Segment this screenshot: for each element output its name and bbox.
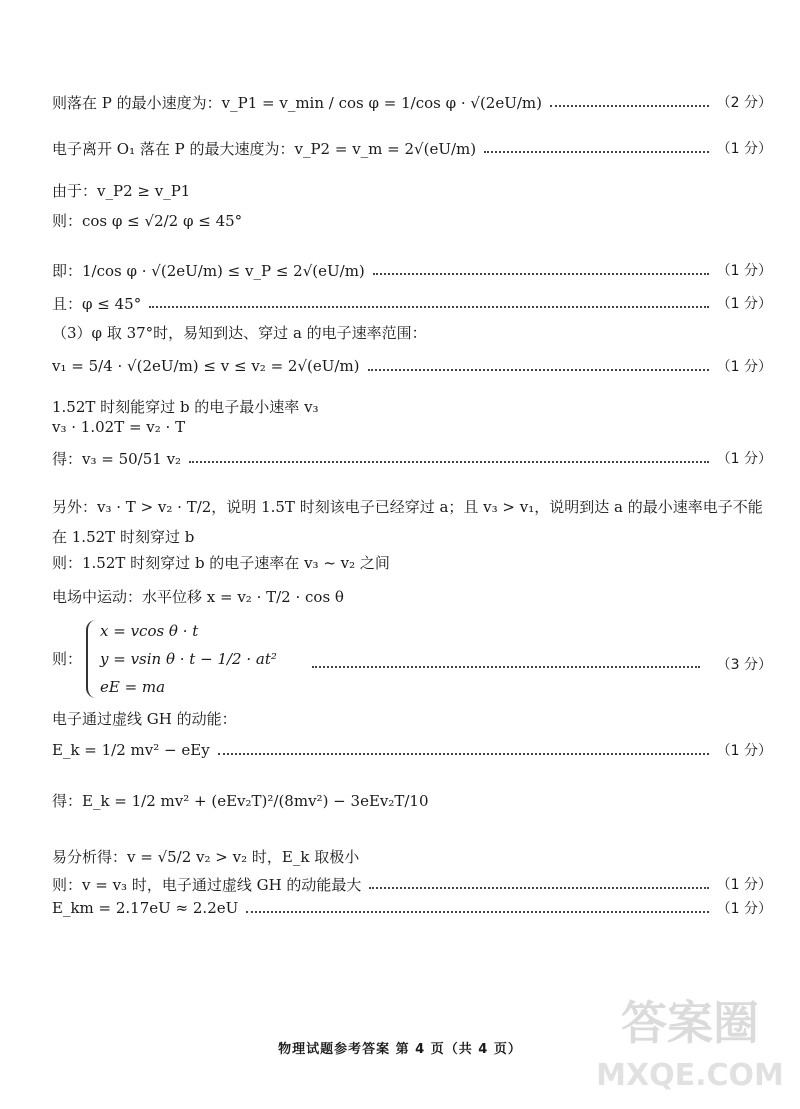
- answer-line: 电场中运动：水平位移 x = v₂ · T/2 · cos θ: [52, 588, 344, 606]
- score: （1 分）: [716, 263, 772, 279]
- line-text: v₁ = 5/4 · √(2eU/m) ≤ v ≤ v₂ = 2√(eU/m): [52, 357, 360, 375]
- answer-line: v₃ · 1.02T = v₂ · T: [52, 418, 186, 436]
- answer-line: 电子通过虚线 GH 的动能：: [52, 710, 237, 728]
- answer-line: 另外：v₃ · T > v₂ · T/2，说明 1.5T 时刻该电子已经穿过 a；且 v₃ > v₁，说明到达 a 的最小速率电子不能: [52, 498, 763, 516]
- equation: y = vsin θ · t − 1/2 · at²: [100, 650, 277, 668]
- answer-line: [52, 254, 772, 286]
- leader-dots: [550, 105, 709, 107]
- score: （3 分）: [716, 657, 772, 673]
- score: （1 分）: [716, 743, 772, 759]
- line-text: 得：v₃ = 50/51 v₂: [52, 449, 182, 468]
- answer-line: [52, 287, 772, 319]
- leader-dots: [368, 369, 709, 371]
- leader-dots: [149, 306, 708, 308]
- line-text: 电子离开 O₁ 落在 P 的最大速度为：v_P2 = v_m = 2√(eU/m): [52, 139, 477, 158]
- score: （1 分）: [716, 451, 772, 467]
- answer-line: 由于：v_P2 ≥ v_P1: [52, 182, 191, 200]
- answer-line: 易分析得：v = √5/2 v₂ > v₂ 时，E_k 取极小: [52, 848, 360, 866]
- answer-line: 1.52T 时刻能穿过 b 的电子最小速率 v₃: [52, 398, 319, 416]
- leader-dots: [246, 911, 708, 913]
- section-heading: （3）φ 取 37°时，易知到达、穿过 a 的电子速率范围：: [52, 324, 427, 342]
- leader-dots: [369, 887, 708, 889]
- line-text: E_km = 2.17eU ≈ 2.2eU: [52, 899, 239, 917]
- line-text: 则：v = v₃ 时，电子通过虚线 GH 的动能最大: [52, 875, 362, 894]
- equation: x = vcos θ · t: [100, 622, 199, 640]
- answer-line: [52, 132, 772, 164]
- score: （1 分）: [716, 141, 772, 157]
- score: （1 分）: [716, 877, 772, 893]
- answer-line: [52, 734, 772, 766]
- line-text: 且：φ ≤ 45°: [52, 294, 142, 313]
- page-footer: 物理试题参考答案 第 4 页（共 4 页）: [278, 1042, 522, 1057]
- score: （1 分）: [716, 296, 772, 312]
- watermark-title: 答案圈: [621, 996, 759, 1050]
- watermark-logo: [590, 981, 790, 1101]
- answer-line: 在 1.52T 时刻穿过 b: [52, 528, 195, 546]
- line-text: 则落在 P 的最小速度为：v_P1 = v_min / cos φ = 1/cos φ · √(2eU/m): [52, 93, 542, 112]
- watermark-domain: MXQE.COM: [596, 1058, 784, 1093]
- score: （2 分）: [716, 95, 772, 111]
- answer-line: [52, 86, 772, 118]
- system-label: 则：: [52, 650, 83, 668]
- answer-line: 得：E_k = 1/2 mv² + (eEv₂T)²/(8mv²) − 3eEv₂T/10: [52, 792, 429, 810]
- line-text: E_k = 1/2 mv² − eEy: [52, 741, 210, 759]
- answer-line: 则：1.52T 时刻穿过 b 的电子速率在 v₃ ~ v₂ 之间: [52, 554, 390, 572]
- leader-dots: [218, 753, 709, 755]
- score: （1 分）: [716, 901, 772, 917]
- answer-line: 则：cos φ ≤ √2/2 φ ≤ 45°: [52, 212, 243, 230]
- leader-dots: [484, 151, 709, 153]
- answer-line: [52, 442, 772, 474]
- answer-line: [52, 892, 772, 924]
- answer-line: [52, 350, 772, 382]
- equation: eE = ma: [100, 678, 166, 696]
- leader-dots: [189, 461, 709, 463]
- equation-system: [52, 620, 772, 698]
- line-text: 即：1/cos φ · √(2eU/m) ≤ v_P ≤ 2√(eU/m): [52, 261, 365, 280]
- score: （1 分）: [716, 359, 772, 375]
- left-brace: [86, 620, 98, 698]
- leader-dots: [312, 666, 700, 668]
- leader-dots: [373, 273, 709, 275]
